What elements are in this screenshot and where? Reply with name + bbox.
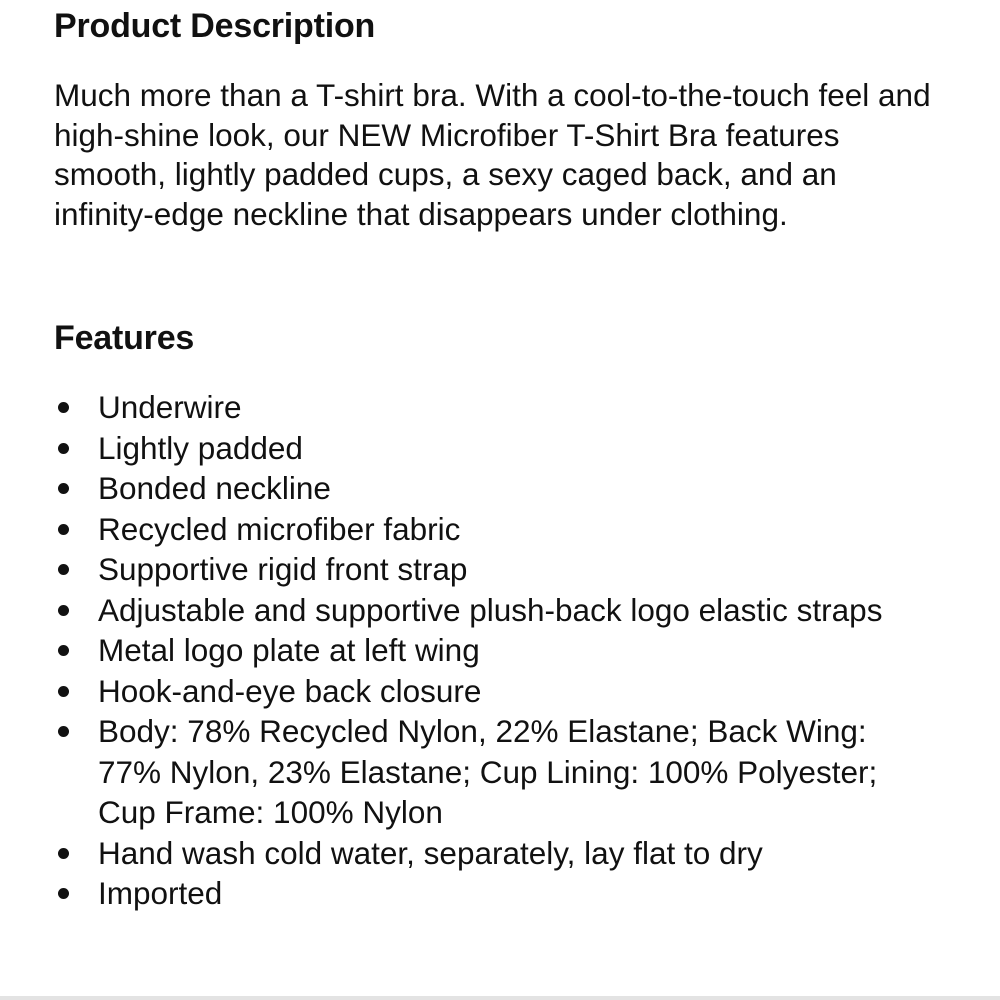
feature-text: Recycled microfiber fabric	[98, 510, 461, 547]
feature-text: Body: 78% Recycled Nylon, 22% Elastane; Back Wing: 77% Nylon, 23% Elastane; Cup Lining: 100% Polyester; Cup Frame: 100% Nylon	[98, 713, 878, 830]
bullet-icon	[58, 483, 69, 494]
feature-text: Hook-and-eye back closure	[98, 672, 482, 709]
feature-item	[54, 428, 914, 469]
feature-item	[54, 671, 914, 712]
bullet-icon	[58, 848, 69, 859]
bullet-icon	[58, 564, 69, 575]
feature-text: Supportive rigid front strap	[98, 551, 468, 587]
feature-text: Metal logo plate at left wing	[98, 632, 480, 668]
feature-text: Imported	[98, 875, 223, 911]
bullet-icon	[58, 888, 69, 899]
feature-item	[54, 387, 914, 428]
feature-item	[54, 833, 914, 874]
feature-text: Adjustable and supportive plush-back logo elastic straps	[98, 591, 883, 628]
bullet-icon	[58, 605, 69, 616]
bottom-divider	[0, 996, 1000, 1000]
feature-item	[54, 873, 914, 914]
bullet-icon	[58, 443, 69, 454]
feature-text: Hand wash cold water, separately, lay flat to dry	[98, 834, 763, 871]
bullet-icon	[58, 524, 69, 535]
feature-text: Lightly padded	[98, 429, 303, 466]
bullet-icon	[58, 686, 69, 697]
feature-text: Underwire	[98, 389, 242, 425]
features-list	[54, 387, 914, 914]
bullet-icon	[58, 645, 69, 656]
bullet-icon	[58, 726, 69, 737]
product-description-heading: Product Description	[54, 7, 376, 45]
feature-text: Bonded neckline	[98, 470, 331, 506]
feature-item	[54, 711, 914, 833]
feature-item	[54, 509, 914, 550]
feature-item	[54, 630, 914, 671]
feature-item	[54, 549, 914, 590]
feature-item	[54, 468, 914, 509]
feature-item	[54, 590, 914, 631]
product-description-text: Much more than a T-shirt bra. With a cool-to-the-touch feel and high-shine look, our NEW Microfiber T-Shirt Bra features smooth, lightly padded cups, a sexy caged back, and an infinity-edge neckline that disappears under clothing.	[54, 77, 931, 232]
bullet-icon	[58, 402, 69, 413]
features-heading: Features	[54, 319, 195, 357]
